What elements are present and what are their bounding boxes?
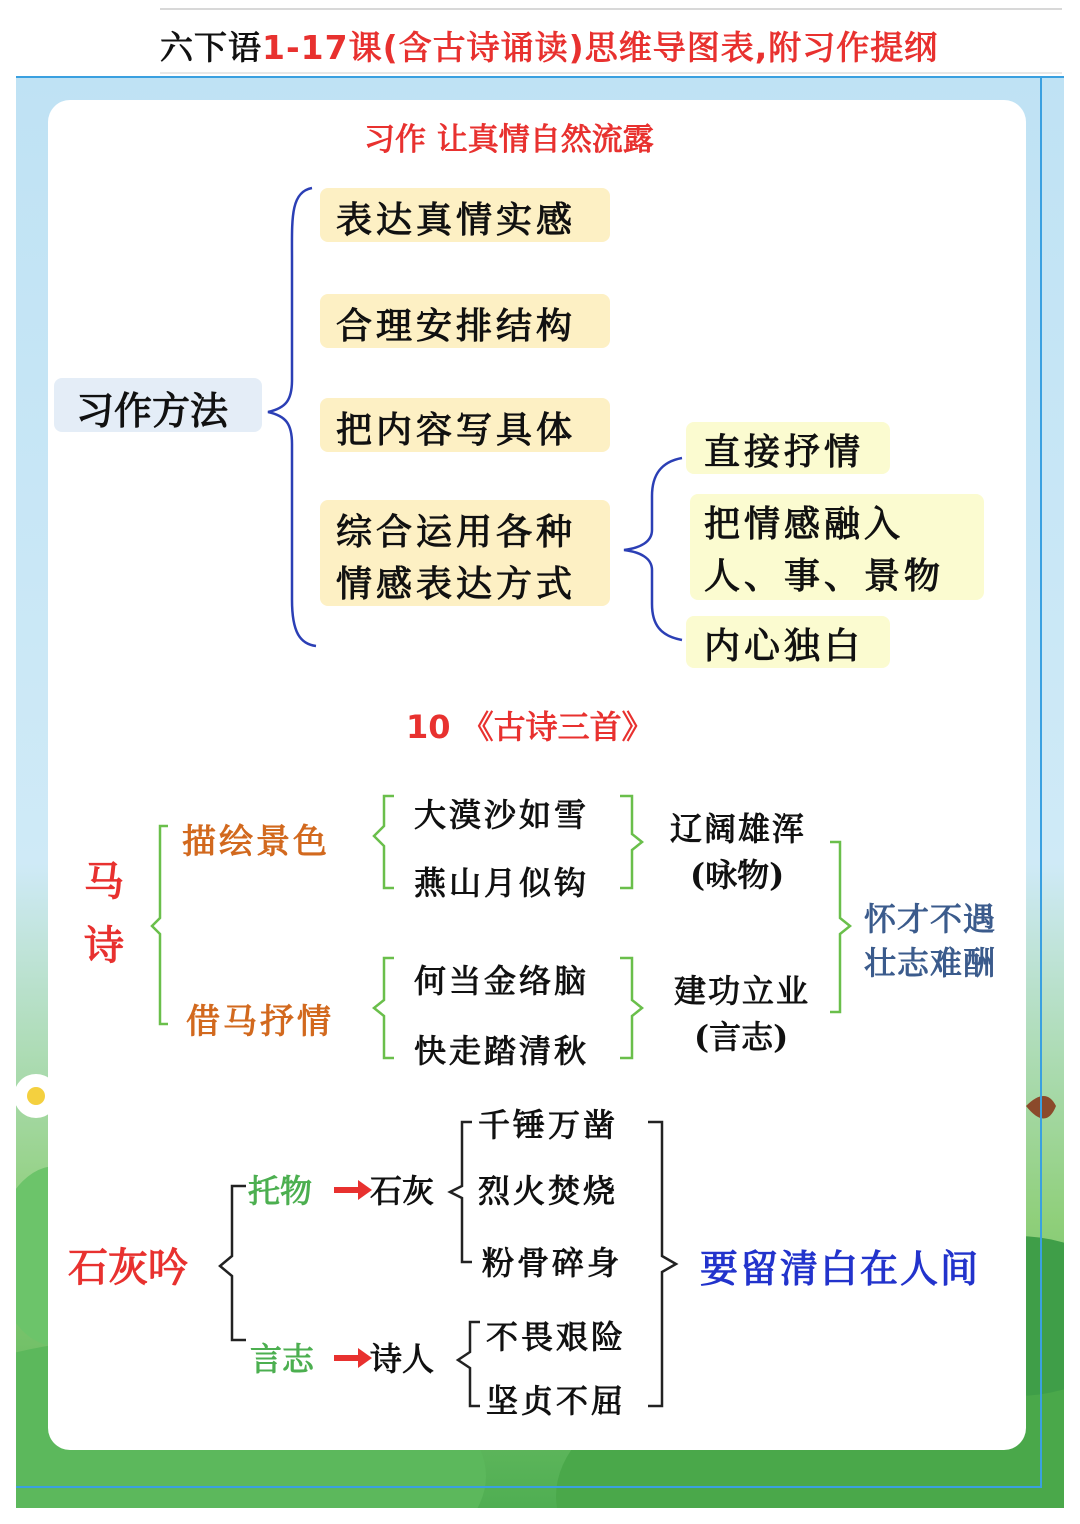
shihuiyin-line-2: 烈火焚烧 [478,1172,619,1210]
shihuiyin-line-3: 粉骨碎身 [482,1244,623,1282]
mashi-line-4: 快走踏清秋 [414,1032,590,1070]
mashi-theme-2: 壮志难酬 [864,944,997,982]
shihuiyin-branch-2: 言志 [250,1340,315,1378]
shihuiyin-title: 石灰吟 [68,1244,188,1291]
writing-section-title: 习作 让真情自然流露 [364,122,654,158]
shihuiyin-object-2: 诗人 [370,1340,435,1378]
writing-branch-2: 合理安排结构 [336,305,577,347]
lesson10-title: 10 《古诗三首》 [406,708,654,746]
sub-direct: 直接抒情 [704,431,865,473]
writing-root-node: 习作方法 [76,388,229,433]
writing-branch-3: 把内容写具体 [336,409,577,451]
mashi-title-2: 诗 [84,922,124,969]
shihuiyin-branch-1: 托物 [248,1172,313,1210]
mashi-result-1a: 辽阔雄浑 [670,810,807,848]
mashi-theme-1: 怀才不遇 [864,900,997,938]
writing-branch-1: 表达真情实感 [336,199,577,241]
shihuiyin-line-5: 坚贞不屈 [486,1382,627,1420]
writing-branch-4-line1: 综合运用各种 [336,511,577,553]
sub-monologue: 内心独白 [704,625,865,667]
mashi-result-1b: (咏物) [690,856,785,894]
mashi-branch-2: 借马抒情 [186,1002,334,1042]
shihuiyin-line-1: 千锤万凿 [478,1106,619,1144]
mashi-result-2a: 建功立业 [674,972,811,1010]
mashi-line-2: 燕山月似钩 [414,864,590,902]
sub-integrate-line2: 人、事、景物 [704,555,945,597]
mashi-branch-1: 描绘景色 [182,822,330,862]
mashi-line-3: 何当金络脑 [414,962,590,1000]
shihuiyin-line-4: 不畏艰险 [486,1318,627,1356]
mashi-line-1: 大漠沙如雪 [414,796,590,834]
sub-integrate-line1: 把情感融入 [704,503,905,545]
title-main: 1-17课(含古诗诵读)思维导图表,附习作提纲 [262,28,939,67]
shihuiyin-theme: 要留清白在人间 [700,1246,981,1291]
mashi-result-2b: (言志) [694,1018,789,1056]
shihuiyin-object-1: 石灰 [370,1172,435,1210]
writing-branch-4-line2: 情感表达方式 [336,563,577,605]
mashi-title-1: 马 [84,858,124,905]
title-prefix: 六下语 [160,28,262,67]
